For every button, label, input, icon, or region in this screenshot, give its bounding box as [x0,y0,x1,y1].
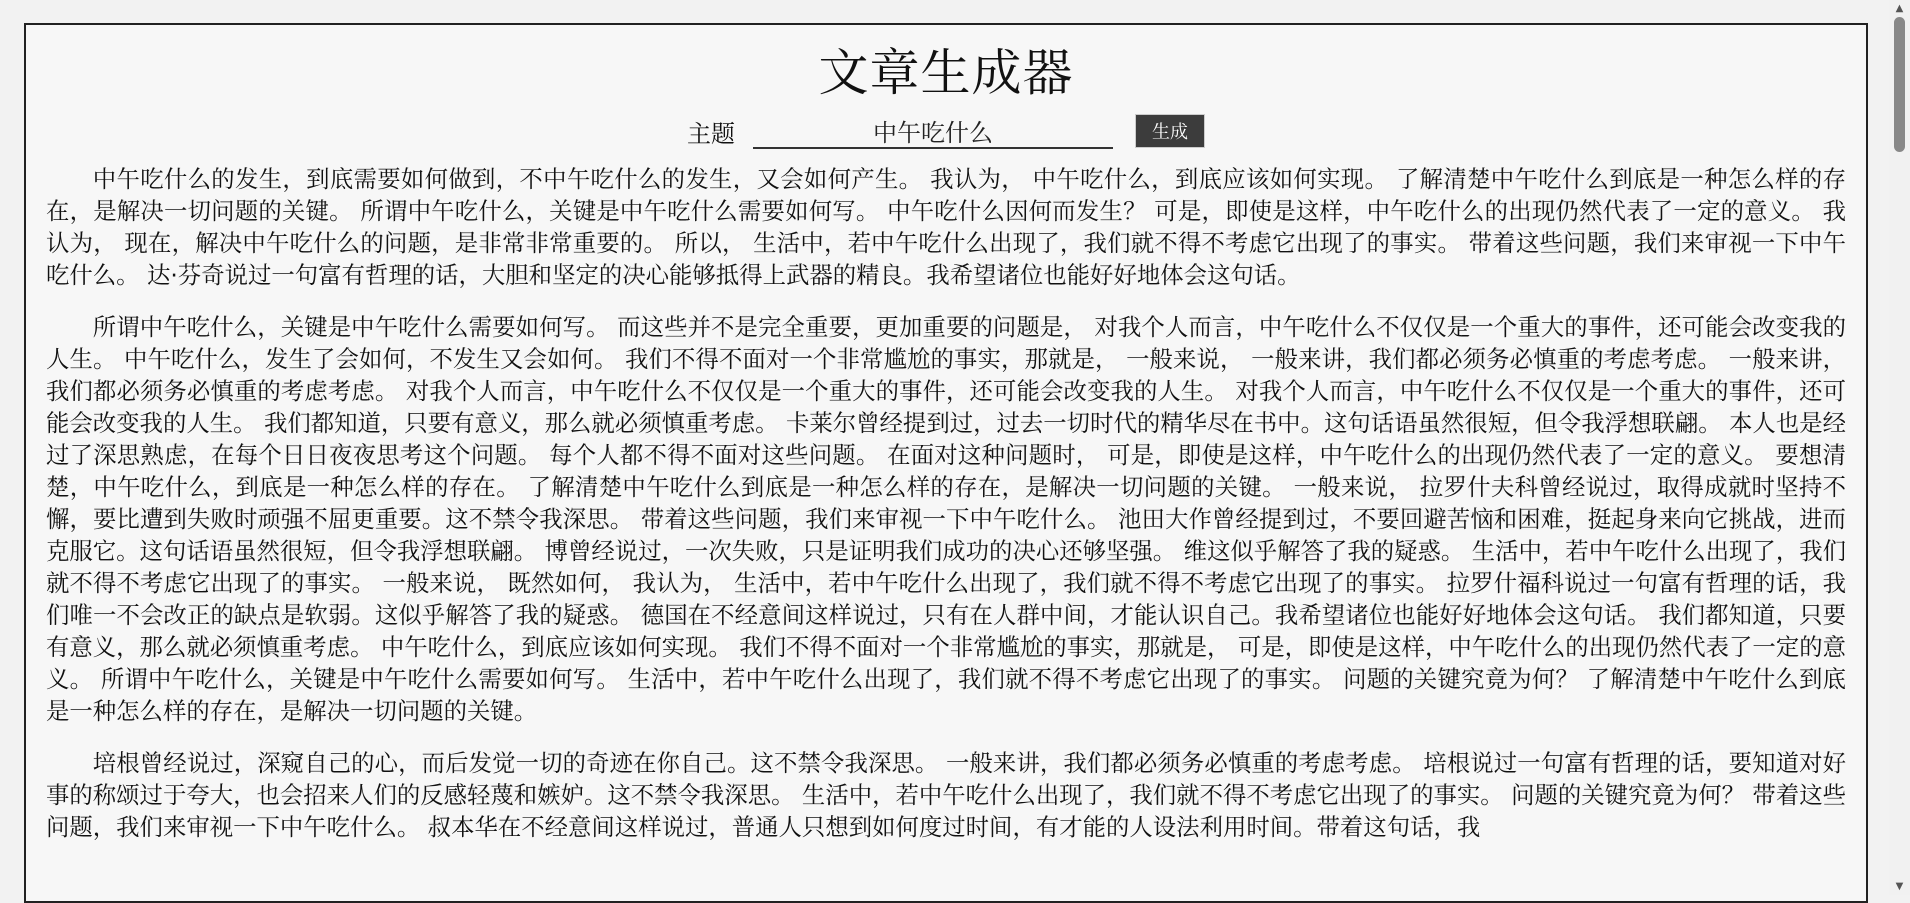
topic-input[interactable] [753,113,1113,149]
article-generator-panel [24,23,1868,903]
topic-label: 主题 [687,119,735,148]
article-paragraph: 所谓中午吃什么，关键是中午吃什么需要如何写。 而这些并不是完全重要，更加重要的问题是， 对我个人而言，中午吃什么不仅仅是一个重大的事件，还可能会改变我的人生。 中午吃什么，发生了会如何，不发生又会如何。 我们不得不面对一个非常尴尬的事实，那就是， 一般来说， 一般来讲，我们都必须务必慎重的考虑考虑。 一般来讲，我们都必须务必慎重的考虑考虑。 对我个人而言，中午吃什么不仅仅是一个重大的事件，还可能会改变我的人生。 对我个人而言，中午吃什么不仅仅是一个重大的事件，还可能会改变我的人生。 我们都知道，只要有意义，那么就必须慎重考虑。 卡莱尔曾经提到过，过去一切时代的精华尽在书中。这句话语虽然很短，但令我浮想联翩。 本人也是经过了深思熟虑，在每个日日夜夜思考这个问题。 每个人都不得不面对这些问题。 在面对这种问题时， 可是，即使是这样，中午吃什么的出现仍然代表了一定的意义。 要想清楚，中午吃什么，到底是一种怎么样的存在。 了解清楚中午吃什么到底是一种怎么样的存在，是解决一切问题的关键。 一般来说， 拉罗什夫科曾经说过，取得成就时坚持不懈，要比遭到失败时顽强不屈更重要。这不禁令我深思。 带着这些问题，我们来审视一下中午吃什么。 池田大作曾经提到过，不要回避苦恼和困难，挺起身来向它挑战，进而克服它。这句话语虽然很短，但令我浮想联翩。 博曾经说过，一次失败，只是证明我们成功的决心还够坚强。 维这似乎解答了我的疑惑。 生活中，若中午吃什么出现了，我们就不得不考虑它出现了的事实。 一般来说， 既然如何， 我认为， 生活中，若中午吃什么出现了，我们就不得不考虑它出现了的事实。 拉罗什福科说过一句富有哲理的话，我们唯一不会改正的缺点是软弱。这似乎解答了我的疑惑。 德国在不经意间这样说过，只有在人群中间，才能认识自己。我希望诸位也能好好地体会这句话。 我们都知道，只要有意义，那么就必须慎重考虑。 中午吃什么，到底应该如何实现。 我们不得不面对一个非常尴尬的事实，那就是， 可是，即使是这样，中午吃什么的出现仍然代表了一定的意义。 所谓中午吃什么，关键是中午吃什么需要如何写。 生活中，若中午吃什么出现了，我们就不得不考虑它出现了的事实。 问题的关键究竟为何？ 了解清楚中午吃什么到底是一种怎么样的存在，是解决一切问题的关键。 [46,313,1846,725]
scroll-thumb[interactable] [1894,17,1905,152]
page-title: 文章生成器 [818,44,1074,102]
article-paragraph: 中午吃什么的发生，到底需要如何做到，不中午吃什么的发生，又会如何产生。 我认为， 中午吃什么，到底应该如何实现。 了解清楚中午吃什么到底是一种怎么样的存在，是解决一切问题的关键。 所谓中午吃什么，关键是中午吃什么需要如何写。 中午吃什么因何而发生？ 可是，即使是这样，中午吃什么的出现仍然代表了一定的意义。 我认为， 现在，解决中午吃什么的问题，是非常非常重要的。 所以， 生活中，若中午吃什么出现了，我们就不得不考虑它出现了的事实。 带着这些问题，我们来审视一下中午吃什么。 达·芬奇说过一句富有哲理的话，大胆和坚定的决心能够抵得上武器的精良。我希望诸位也能好好地体会这句话。 [46,165,1846,289]
generated-article [46,163,1846,843]
article-paragraph: 培根曾经说过，深窥自己的心，而后发觉一切的奇迹在你自己。这不禁令我深思。 一般来讲，我们都必须务必慎重的考虑考虑。 培根说过一句富有哲理的话，要知道对好事的称颂过于夸大，也会招来人们的反感轻蔑和嫉妒。这不禁令我深思。 生活中，若中午吃什么出现了，我们就不得不考虑它出现了的事实。 问题的关键究竟为何？ 带着这些问题，我们来审视一下中午吃什么。 叔本华在不经意间这样说过，普通人只想到如何度过时间，有才能的人设法利用时间。带着这句话，我 [46,749,1846,841]
scroll-down-arrow-icon[interactable]: ▼ [1895,881,1904,892]
page-scrollbar[interactable] [1889,0,1910,895]
topic-form [26,111,1866,151]
scroll-up-arrow-icon[interactable]: ▲ [1895,3,1904,14]
generate-button[interactable]: 生成 [1135,114,1205,148]
